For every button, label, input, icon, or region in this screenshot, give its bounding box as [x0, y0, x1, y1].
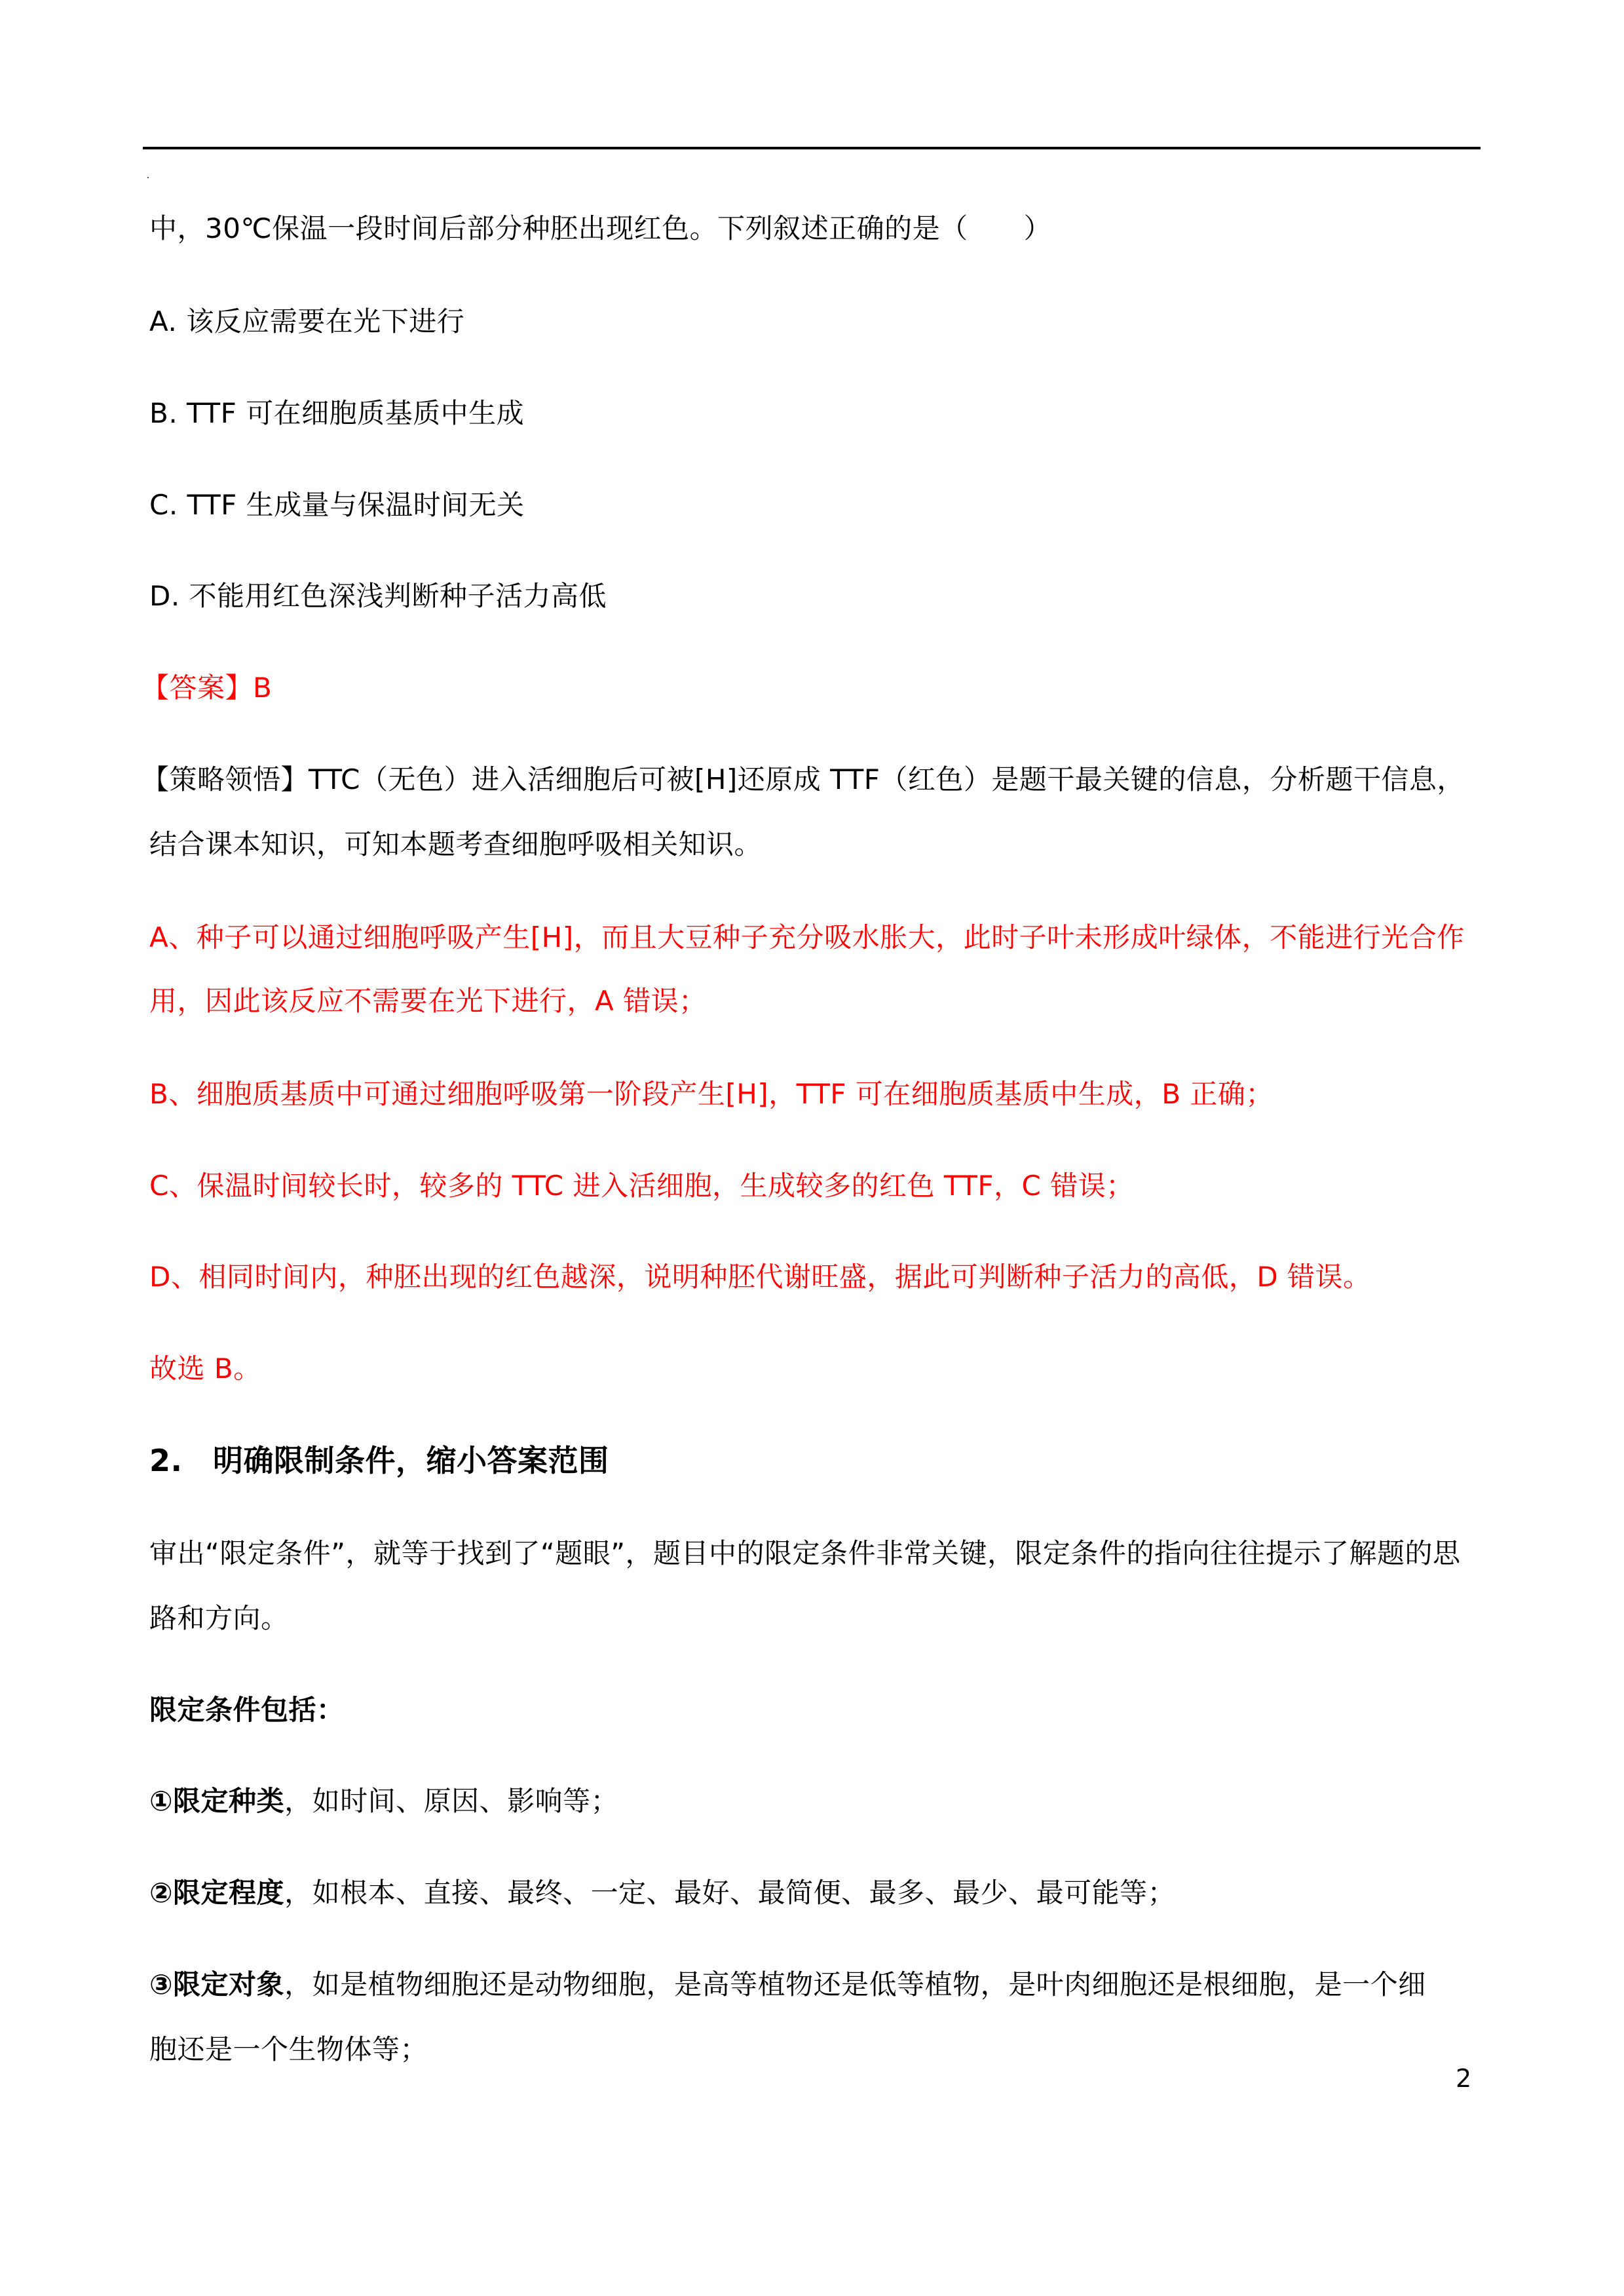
analysis-a-line-1: A、种子可以通过细胞呼吸产生[H]，而且大豆种子充分吸水胀大，此时子叶未形成叶绿体，不能进行光合作 [149, 921, 1465, 953]
answer-label: 【答案】 [142, 672, 254, 704]
condition-item-title: ③限定对象 [149, 1968, 285, 2000]
condition-item-2 [149, 1877, 1175, 1909]
header-rule [143, 147, 1481, 149]
option-b [149, 397, 524, 430]
condition-item-text: ，如根本、直接、最终、一定、最好、最简便、最多、最少、最可能等； [284, 1877, 1176, 1909]
option-label: C. [149, 489, 178, 521]
strategy-line-2: 结合课本知识，可知本题考查细胞呼吸相关知识。 [149, 828, 763, 860]
section-intro-line-2: 路和方向。 [149, 1602, 289, 1634]
header-mark [147, 177, 149, 178]
condition-item-title: ②限定程度 [149, 1877, 285, 1909]
strategy-line-1 [142, 763, 1465, 796]
option-d [149, 580, 607, 613]
option-text: 不能用红色深浅判断种子活力高低 [179, 580, 607, 612]
analysis-b: B、细胞质基质中可通过细胞呼吸第一阶段产生[H]，TTF 可在细胞质基质中生成，B 正确； [149, 1078, 1274, 1110]
option-label: A. [149, 305, 178, 337]
option-c [149, 489, 525, 522]
option-label: D. [149, 580, 180, 612]
strategy-text: TTC（无色）进入活细胞后可被[H]还原成 TTF（红色）是题干最关键的信息，分析题干信息， [309, 763, 1465, 795]
section-intro-line-1: 审出“限定条件”，就等于找到了“题眼”，题目中的限定条件非常关键，限定条件的指向往往提示了解题的思 [149, 1537, 1461, 1569]
analysis-a-line-2: 用，因此该反应不需要在光下进行，A 错误； [149, 985, 707, 1017]
option-text: TTF 生成量与保温时间无关 [178, 489, 525, 521]
condition-item-1 [149, 1785, 618, 1818]
analysis-conclusion: 故选 B。 [149, 1352, 261, 1385]
option-label: B. [149, 397, 178, 429]
condition-item-title: ①限定种类 [149, 1785, 285, 1817]
option-text: TTF 可在细胞质基质中生成 [178, 397, 525, 429]
condition-item-text: ，如是植物细胞还是动物细胞，是高等植物还是低等植物，是叶肉细胞还是根细胞，是一个细 [284, 1968, 1426, 2000]
option-a [149, 305, 464, 338]
condition-item-3 [149, 1968, 1426, 2001]
analysis-d: D、相同时间内，种胚出现的红色越深，说明种胚代谢旺盛，据此可判断种子活力的高低，D 错误。 [149, 1261, 1371, 1293]
answer-line [142, 672, 272, 704]
condition-item-3-cont: 胞还是一个生物体等； [149, 2033, 428, 2065]
condition-item-text: ，如时间、原因、影响等； [284, 1785, 619, 1817]
strategy-label: 【策略领悟】 [142, 763, 309, 795]
answer-value: B [253, 672, 273, 704]
section-heading: 2. 明确限制条件，缩小答案范围 [149, 1443, 609, 1478]
option-text: 该反应需要在光下进行 [177, 305, 465, 337]
includes-label: 限定条件包括： [149, 1694, 345, 1726]
analysis-c: C、保温时间较长时，较多的 TTC 进入活细胞，生成较多的红色 TTF，C 错误； [149, 1170, 1134, 1202]
page-number: 2 [1456, 2064, 1472, 2093]
question-stem: 中，30℃保温一段时间后部分种胚出现红色。下列叙述正确的是（ ） [149, 212, 1052, 244]
